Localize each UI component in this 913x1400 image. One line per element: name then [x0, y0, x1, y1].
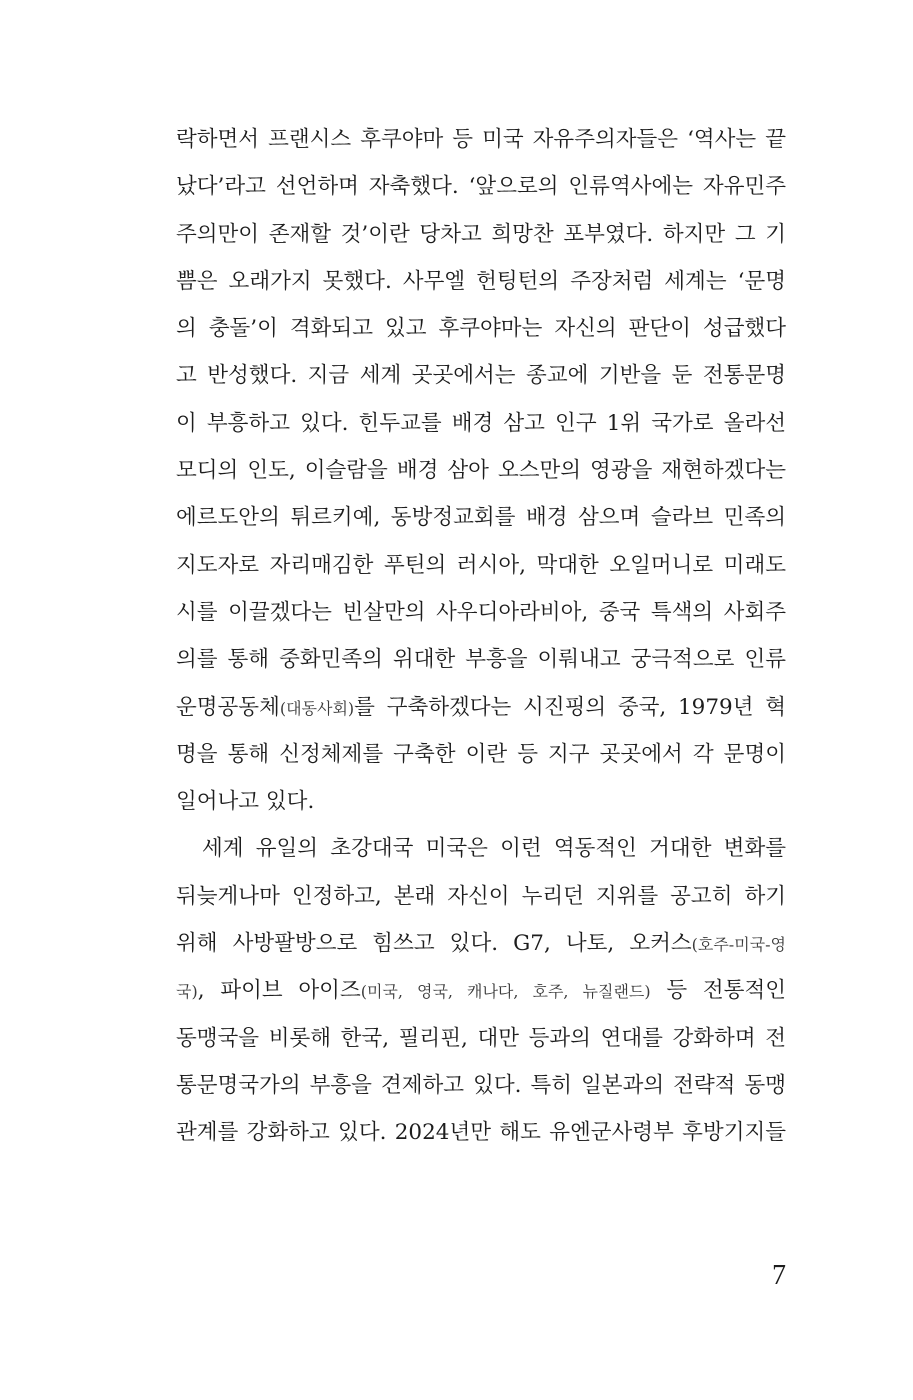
parenthetical-note: 국) — [176, 982, 198, 1002]
text-line: 이 부흥하고 있다. 힌두교를 배경 삼고 인구 1위 국가로 올라선 — [176, 410, 786, 436]
parenthetical-note: (미국, 영국, 캐나다, 호주, 뉴질랜드) — [360, 982, 651, 1002]
text-line: 시를 이끌겠다는 빈살만의 사우디아라비아, 중국 특색의 사회주 — [176, 599, 786, 625]
text-line: 락하면서 프랜시스 후쿠야마 등 미국 자유주의자들은 ‘역사는 끝 — [176, 127, 786, 152]
text-run: 위해 사방팔방으로 힘쓰고 있다. G7, 나토, 오커스 — [176, 931, 692, 957]
text-run: 를 구축하겠다는 시진핑의 중국, 1979년 혁 — [354, 694, 786, 720]
page-number: 7 — [772, 1260, 786, 1291]
text-line — [176, 684, 786, 731]
text-line — [176, 967, 786, 1014]
text-line: 관계를 강화하고 있다. 2024년만 해도 유엔군사령부 후방기지들 — [176, 1120, 786, 1146]
text-run: 등 전통적인 — [650, 978, 786, 1004]
text-run: , 파이브 아이즈 — [197, 978, 361, 1004]
parenthetical-note: (대동사회) — [279, 698, 355, 718]
body-text — [176, 116, 786, 1157]
text-line: 일어나고 있다. — [176, 789, 315, 815]
text-line: 에르도안의 튀르키예, 동방정교회를 배경 삼으며 슬라브 민족의 — [176, 505, 786, 531]
text-line: 의 충돌’이 격화되고 있고 후쿠야마는 자신의 판단이 성급했다 — [176, 316, 786, 342]
text-line: 쁨은 오래가지 못했다. 사무엘 헌팅턴의 주장처럼 세계는 ‘문명 — [176, 268, 786, 294]
parenthetical-note: (호주-미국-영 — [691, 935, 786, 955]
text-line: 주의만이 존재할 것’이란 당차고 희망찬 포부였다. 하지만 그 기 — [176, 221, 786, 247]
text-line: 났다’라고 선언하며 자축했다. ‘앞으로의 인류역사에는 자유민주 — [176, 174, 786, 200]
text-line: 명을 통해 신정체제를 구축한 이란 등 지구 곳곳에서 각 문명이 — [176, 741, 786, 767]
text-line: 세계 유일의 초강대국 미국은 이런 역동적인 거대한 변화를 — [202, 836, 786, 862]
text-line: 모디의 인도, 이슬람을 배경 삼아 오스만의 영광을 재현하겠다는 — [176, 458, 786, 484]
text-line — [176, 920, 786, 967]
text-line: 동맹국을 비롯해 한국, 필리핀, 대만 등과의 연대를 강화하며 전 — [176, 1025, 786, 1051]
text-line: 뒤늦게나마 인정하고, 본래 자신이 누리던 지위를 공고히 하기 — [176, 883, 786, 909]
text-line: 지도자로 자리매김한 푸틴의 러시아, 막대한 오일머니로 미래도 — [176, 552, 786, 578]
text-run: 운명공동체 — [176, 694, 280, 720]
text-line: 통문명국가의 부흥을 견제하고 있다. 특히 일본과의 전략적 동맹 — [176, 1072, 786, 1098]
text-line: 고 반성했다. 지금 세계 곳곳에서는 종교에 기반을 둔 전통문명 — [176, 363, 786, 389]
text-line: 의를 통해 중화민족의 위대한 부흥을 이뤄내고 궁극적으로 인류 — [176, 647, 786, 673]
